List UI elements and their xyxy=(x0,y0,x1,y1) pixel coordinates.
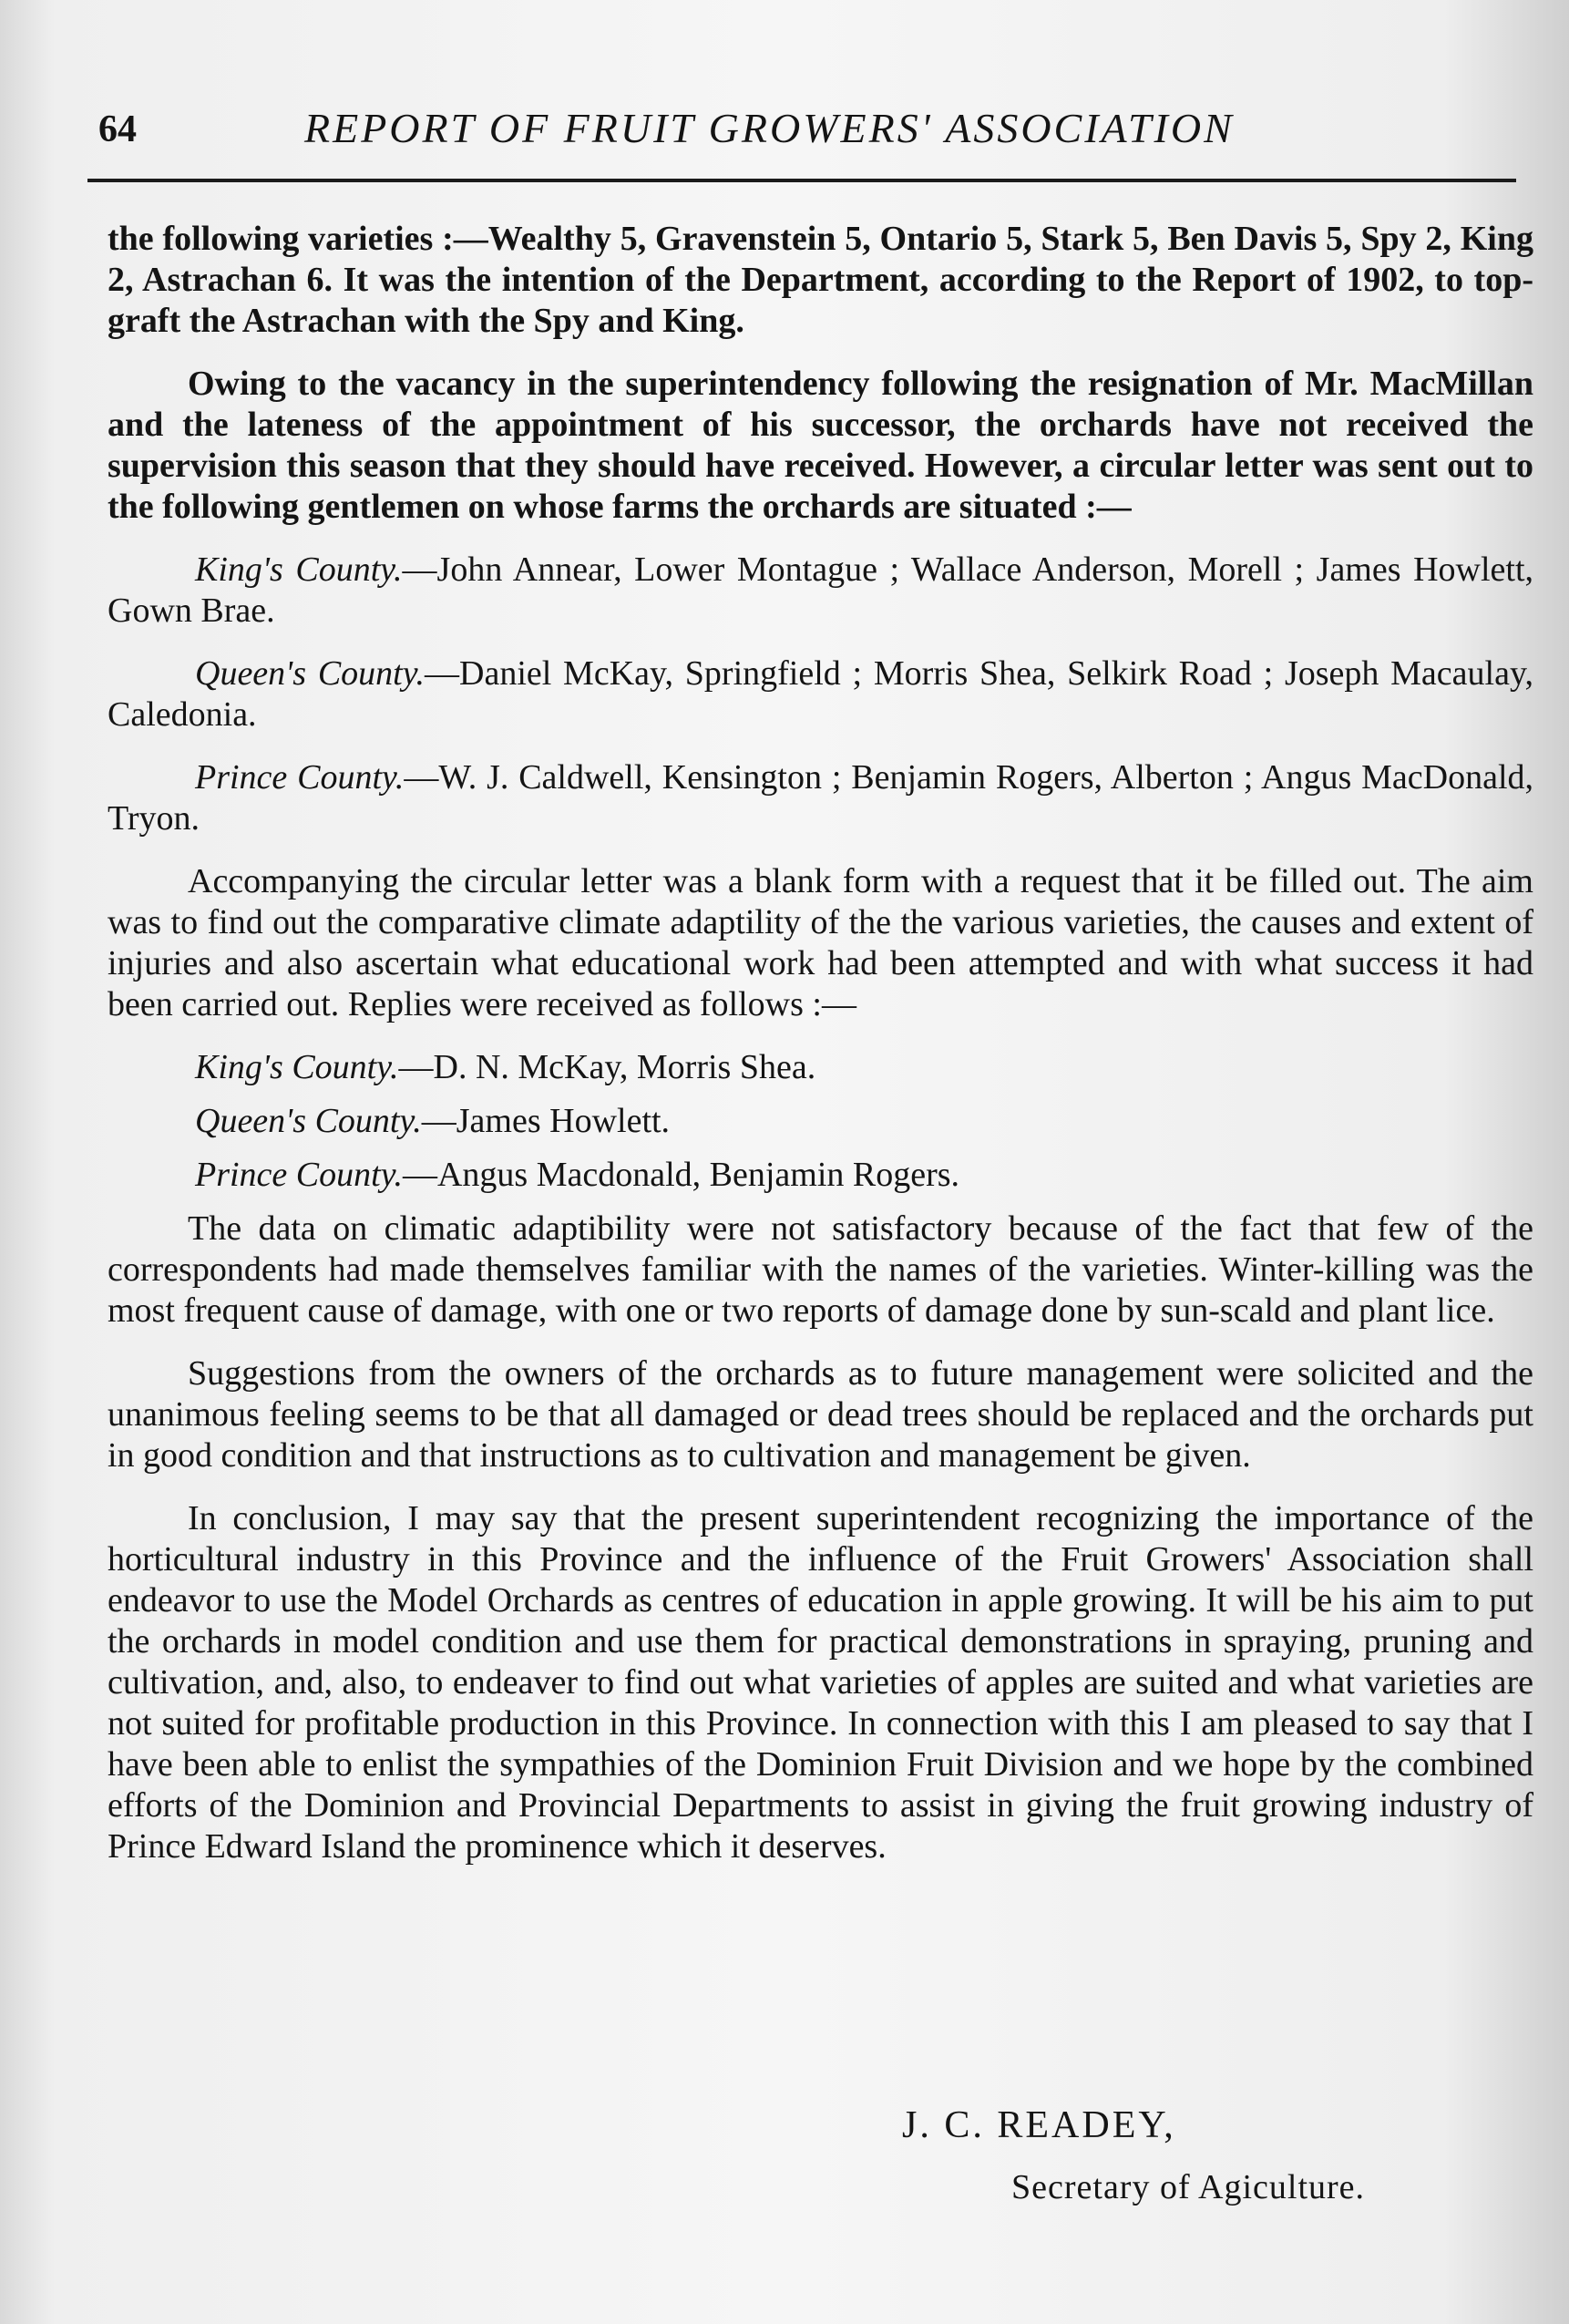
reply-names: —James Howlett. xyxy=(421,1102,671,1140)
paragraph-suggestions: Suggestions from the owners of the orchards as to future management were solicited and the unanimous feeling seems to be that all damaged or dead trees should be replaced and the orchards put in good condition and that instructions as to cultivation and management be given. xyxy=(108,1354,1533,1475)
county-name: Queen's County. xyxy=(195,654,426,693)
reply-entry-prince xyxy=(108,1155,1533,1196)
orchard-entry-prince xyxy=(108,757,1533,839)
orchard-owners: —John Annear, Lower Montague ; Wallace Anderson, Morell ; James Howlett, Gown Brae. xyxy=(108,550,1533,630)
paragraph-vacancy: Owing to the vacancy in the superintendency following the resignation of Mr. MacMillan and the lateness of the appointment of his successor, the orchards have not received the supervision this season that they should have received. However, a circular letter was sent out to the following gentlemen on whose farms the orchards are situated :— xyxy=(108,365,1533,526)
county-name: Queen's County. xyxy=(195,1102,422,1140)
signature-name: J. C. READEY, xyxy=(902,2104,1176,2146)
orchard-owners: —W. J. Caldwell, Kensington ; Benjamin Rogers, Alberton ; Angus MacDonald, Tryon. xyxy=(108,758,1534,838)
reply-entry-kings xyxy=(108,1047,1533,1088)
orchard-owners: —Daniel McKay, Springfield ; Morris Shea, Selkirk Road ; Joseph Macaulay, Caledonia. xyxy=(108,654,1533,734)
header-rule xyxy=(87,179,1516,182)
paragraph-conclusion: In conclusion, I may say that the present superintendent recognizing the importance of the horticultural industry in this Province and the influence of the Fruit Growers' Association shall endeavor to use the Model Orchards as centres of education in apple growing. It will be his aim to put the orchards in model condition and use them for practical demonstrations in spraying, pruning and cultivation, and, also, to endeaver to find out what varieties of apples are suited and what varieties are not suited for profitable production in this Province. In connection with this I am pleased to say that I have been able to enlist the sympathies of the Dominion Fruit Division and we hope by the combined efforts of the Dominion and Provincial Departments to assist in giving the fruit growing industry of Prince Edward Island the prominence which it deserves. xyxy=(108,1499,1533,1866)
body-text xyxy=(108,219,1533,1889)
running-title: REPORT OF FRUIT GROWERS' ASSOCIATION xyxy=(304,105,1235,151)
county-name: King's County. xyxy=(195,1048,399,1086)
county-name: King's County. xyxy=(195,550,403,589)
reply-names: —D. N. McKay, Morris Shea. xyxy=(398,1048,816,1086)
reply-entry-queens xyxy=(108,1101,1533,1142)
signature-title: Secretary of Agiculture. xyxy=(1011,2168,1366,2206)
reply-names: —Angus Macdonald, Benjamin Rogers. xyxy=(402,1156,960,1194)
paragraph-varieties: the following varieties :—Wealthy 5, Gravenstein 5, Ontario 5, Stark 5, Ben Davis 5, Spy 2, King 2, Astrachan 6. It was the intention of the Department, according to the Report of 1902, to top-graft the Astrachan with the Spy and King. xyxy=(108,220,1533,340)
county-name: Prince County. xyxy=(195,758,405,797)
paragraph-circular: Accompanying the circular letter was a blank form with a request that it be filled out. The aim was to find out the comparative climate adaptility of the the various varieties, the causes and extent of injuries and also ascertain what educational work had been attempted and with what success it had been carried out. Replies were received as follows :— xyxy=(108,862,1533,1023)
page-number: 64 xyxy=(98,108,137,150)
orchard-entry-kings xyxy=(108,550,1533,632)
county-name: Prince County. xyxy=(195,1156,403,1194)
paragraph-climatic-data: The data on climatic adaptibility were not satisfactory because of the fact that few of the correspondents had made themselves familiar with the names of the varieties. Winter-killing was the most frequent cause of damage, with one or two reports of damage done by sun-scald and plant lice. xyxy=(108,1209,1533,1330)
page-header xyxy=(87,100,1491,164)
orchard-entry-queens xyxy=(108,653,1533,735)
